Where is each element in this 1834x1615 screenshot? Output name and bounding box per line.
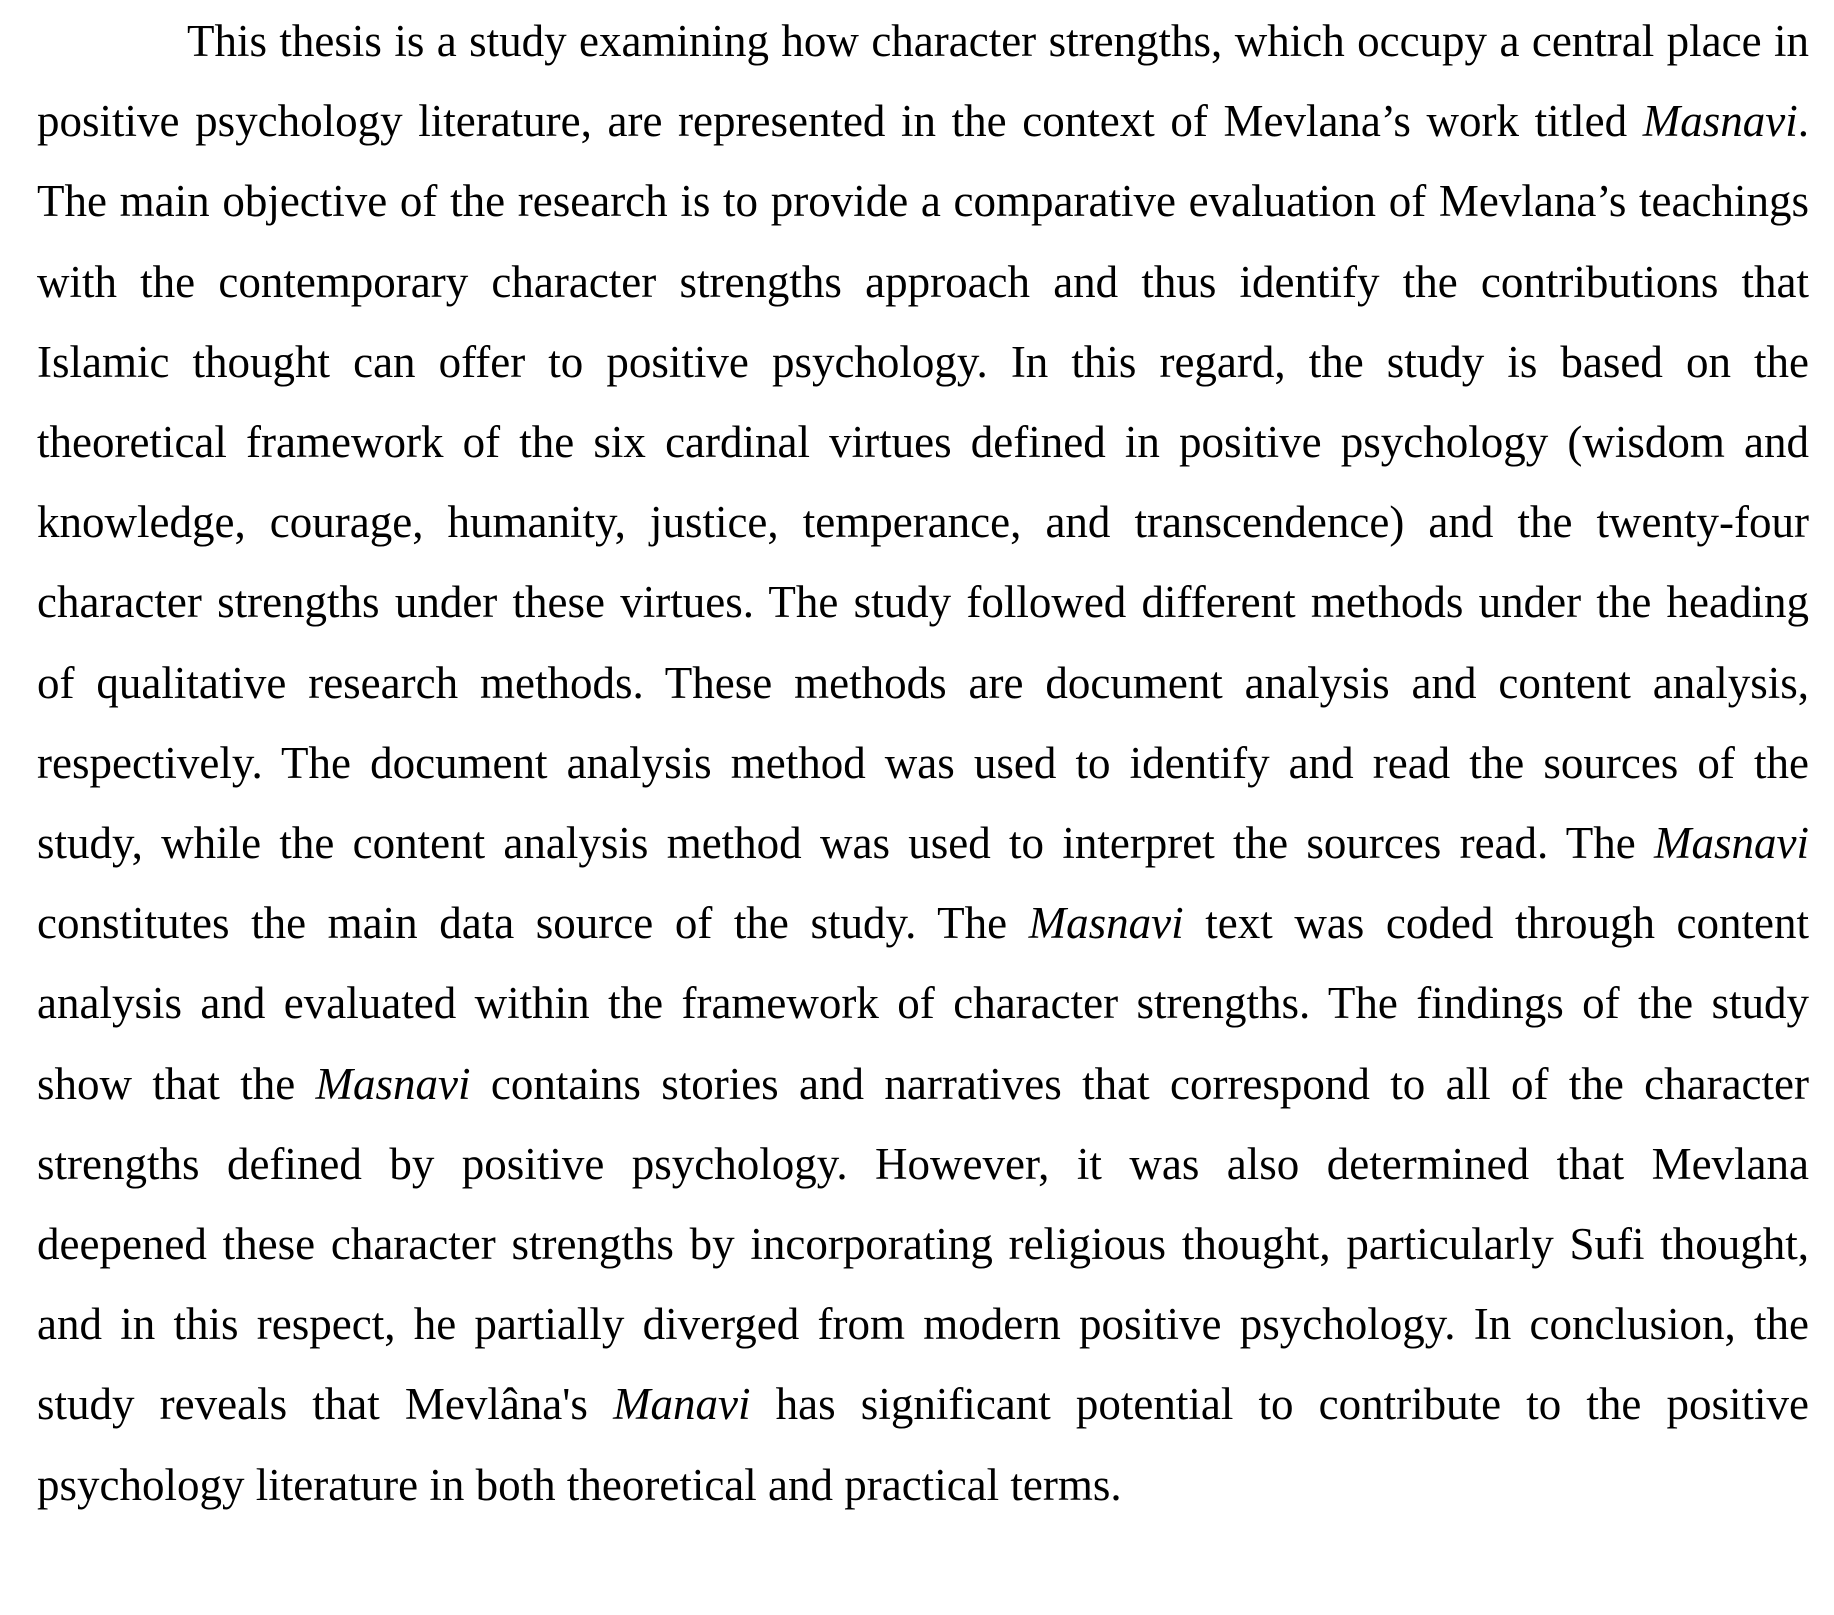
italic-title: Manavi [613,1379,751,1430]
text-segment: text was coded through content analysis and evaluated within the framework of character strengths. The findings of the study show that the [37,898,1809,1109]
document-page [37,0,1809,1615]
italic-title: Masnavi [1028,898,1184,949]
text-segment: . The main objective of the research is to provide a comparative evaluation of Mevlana’s teachings with the contemporary character strengths approach and thus identify the contributions that Islamic thought can offer to positive psychology. In this regard, the study is based on the theoretical framework of the six cardinal virtues defined in positive psychology (wisdom and knowledge, courage, humanity, justice, temperance, and transcendence) and the twenty-four character strengths under these virtues. The study followed different methods under the heading of qualitative research methods. These methods are document analysis and content analysis, respectively. The document analysis method was used to identify and read the sources of the study, while the content analysis method was used to interpret the sources read. The [37,96,1809,869]
text-segment: has significant potential to contribute to the positive psychology literature in both theoretical and practical terms. [37,1379,1810,1510]
text-segment: constitutes the main data source of the study. The [37,898,1029,949]
abstract-paragraph [37,0,1809,1525]
italic-title: Masnavi [1654,818,1809,869]
text-segment: contains stories and narratives that correspond to all of the character strengths defined by positive psychology. However, it was also determined that Mevlana deepened these character strengths by incorporating religious thought, particularly Sufi thought, and in this respect, he partially diverged from modern positive psychology. In conclusion, the study reveals that Mevlâna's [37,1058,1809,1430]
text-segment: This thesis is a study examining how character strengths, which occupy a central place in positive psychology literature, are represented in the context of Mevlana’s work titled [37,16,1809,147]
italic-title: Masnavi [1642,96,1798,147]
italic-title: Masnavi [315,1058,471,1109]
